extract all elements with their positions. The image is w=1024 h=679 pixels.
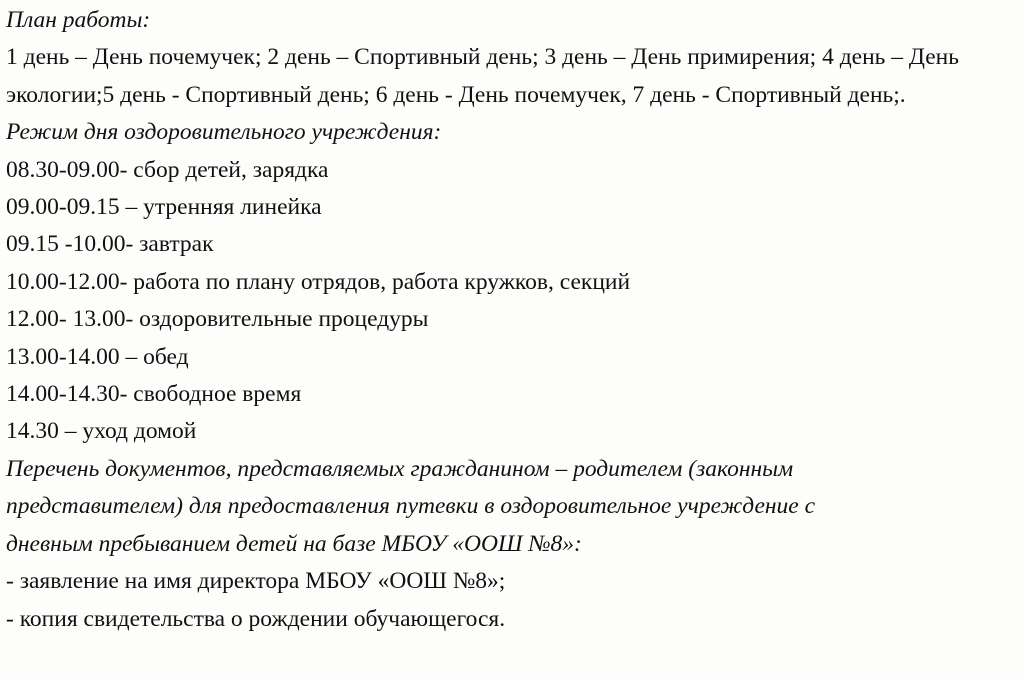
schedule-item: 12.00- 13.00- оздоровительные процедуры	[6, 306, 429, 333]
documents-heading	[6, 451, 1018, 563]
plan-heading: План работы:	[6, 7, 151, 33]
schedule-item: 09.00-09.15 – утренняя линейка	[6, 194, 322, 221]
schedule-item: 09.15 -10.00- завтрак	[6, 231, 214, 258]
schedule-item: 10.00-12.00- работа по плану отрядов, работа кружков, секций	[6, 268, 631, 295]
documents-heading-line: Перечень документов, представляемых гражданином – родителем (законным	[6, 455, 794, 482]
document-item: - копия свидетельства о рождении обучающегося.	[6, 605, 506, 632]
document-item: - заявление на имя директора МБОУ «ООШ №8»;	[6, 568, 506, 595]
documents-list	[6, 563, 1018, 638]
schedule-item: 14.30 – уход домой	[6, 418, 197, 445]
schedule-item: 14.00-14.30- свободное время	[6, 381, 302, 408]
documents-heading-line: представителем) для предоставления путевки в оздоровительное учреждение с	[6, 493, 816, 520]
schedule-item: 08.30-09.00- сбор детей, зарядка	[6, 156, 329, 183]
schedule-list	[6, 152, 1018, 451]
plan-text: 1 день – День почемучек; 2 день – Спортивный день; 3 день – День примирения; 4 день – День экологии;5 день - Спортивный день; 6 день - День почемучек, 7 день - Спортивный день;.	[6, 44, 959, 108]
schedule-heading: Режим дня оздоровительного учреждения:	[6, 119, 442, 146]
documents-heading-line: дневным пребыванием детей на базе МБОУ «ООШ №8»:	[6, 530, 582, 557]
schedule-item: 13.00-14.00 – обед	[6, 343, 189, 370]
